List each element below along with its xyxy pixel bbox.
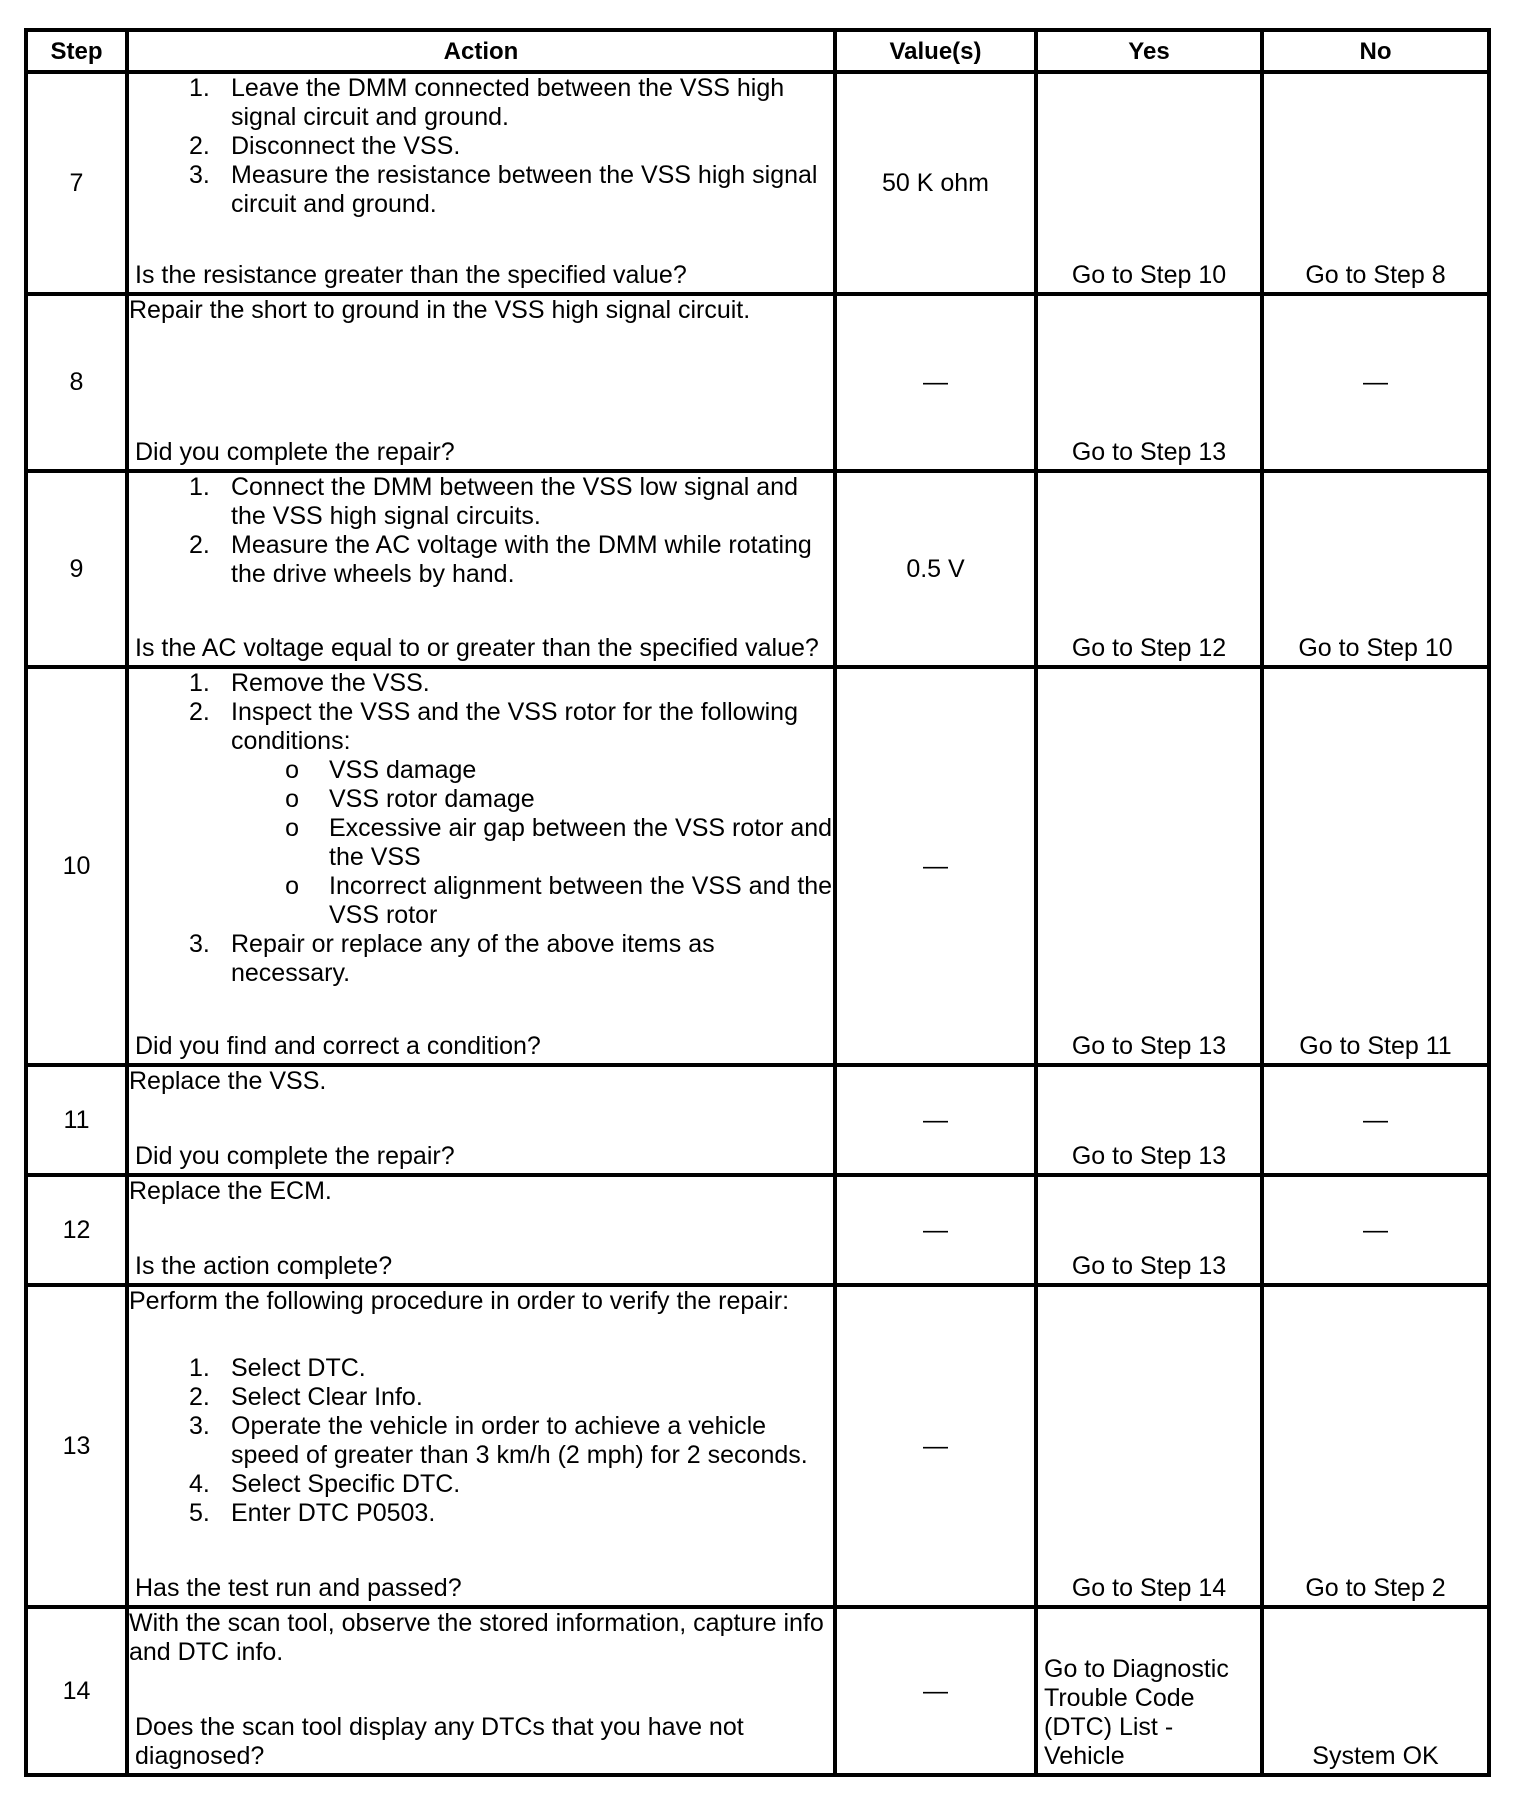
step-number: 8 xyxy=(26,294,127,471)
action-cell xyxy=(127,1285,835,1607)
header-action: Action xyxy=(127,30,835,72)
step-number: 10 xyxy=(26,667,127,1065)
no-cell: Go to Step 2 xyxy=(1262,1285,1489,1607)
action-question: Did you find and correct a condition? xyxy=(135,1032,541,1060)
value-cell: 50 K ohm xyxy=(835,72,1036,294)
action-cell xyxy=(127,471,835,667)
yes-cell: Go to Step 13 xyxy=(1036,294,1262,471)
action-cell xyxy=(127,1065,835,1175)
action-cell xyxy=(127,1175,835,1285)
step-number: 9 xyxy=(26,471,127,667)
action-text: Replace the VSS. xyxy=(129,1067,327,1095)
step-number: 7 xyxy=(26,72,127,294)
action-steps xyxy=(129,74,833,219)
table-row xyxy=(26,1607,1489,1775)
table-row xyxy=(26,1285,1489,1607)
header-yes: Yes xyxy=(1036,30,1262,72)
no-cell: — xyxy=(1262,294,1489,471)
action-question: Did you complete the repair? xyxy=(135,438,455,466)
action-text: Repair the short to ground in the VSS high signal circuit. xyxy=(129,296,751,324)
table-row xyxy=(26,667,1489,1065)
value-cell: — xyxy=(835,294,1036,471)
no-cell: Go to Step 11 xyxy=(1262,667,1489,1065)
yes-cell: Go to Step 13 xyxy=(1036,1065,1262,1175)
list-item: 2. Select Clear Info. xyxy=(189,1383,423,1411)
no-cell: Go to Step 8 xyxy=(1262,72,1489,294)
list-item: 1. Remove the VSS. xyxy=(189,669,430,697)
action-question: Is the action complete? xyxy=(135,1252,393,1280)
list-item: 3. Measure the resistance between the VSS high signal circuit and ground. xyxy=(189,161,818,218)
action-steps xyxy=(129,1354,833,1528)
step-number: 13 xyxy=(26,1285,127,1607)
action-question: Does the scan tool display any DTCs that you have not diagnosed? xyxy=(135,1713,744,1770)
action-question: Is the resistance greater than the specified value? xyxy=(135,261,687,289)
header-step: Step xyxy=(26,30,127,72)
yes-cell: Go to Step 14 xyxy=(1036,1285,1262,1607)
list-item: 3. Operate the vehicle in order to achieve a vehicle speed of greater than 3 km/h (2 mph) for 2 seconds. xyxy=(189,1412,808,1469)
header-values: Value(s) xyxy=(835,30,1036,72)
sub-list-item: o Excessive air gap between the VSS rotor and the VSS xyxy=(285,814,833,871)
sub-list-item: o VSS damage xyxy=(285,756,477,784)
value-cell: — xyxy=(835,1065,1036,1175)
step-number: 12 xyxy=(26,1175,127,1285)
step-number: 11 xyxy=(26,1065,127,1175)
condition-list xyxy=(231,756,833,930)
value-cell: — xyxy=(835,1607,1036,1775)
header-row xyxy=(26,30,1489,72)
action-question: Did you complete the repair? xyxy=(135,1142,455,1170)
list-item: 2. Disconnect the VSS. xyxy=(189,132,461,160)
action-text: Perform the following procedure in order to verify the repair: xyxy=(129,1287,790,1315)
action-cell xyxy=(127,294,835,471)
value-cell: 0.5 V xyxy=(835,471,1036,667)
header-no: No xyxy=(1262,30,1489,72)
yes-cell: Go to Step 13 xyxy=(1036,667,1262,1065)
table-row xyxy=(26,294,1489,471)
diagnostic-table xyxy=(24,28,1491,1777)
list-item: 1. Leave the DMM connected between the VSS high signal circuit and ground. xyxy=(189,74,785,131)
list-item: 4. Select Specific DTC. xyxy=(189,1470,461,1498)
action-steps xyxy=(129,473,833,589)
no-cell: — xyxy=(1262,1175,1489,1285)
table-row xyxy=(26,72,1489,294)
yes-cell: Go to Diagnostic Trouble Code (DTC) List - Vehicle xyxy=(1036,1607,1262,1775)
yes-cell: Go to Step 12 xyxy=(1036,471,1262,667)
action-cell xyxy=(127,72,835,294)
value-cell: — xyxy=(835,667,1036,1065)
action-cell xyxy=(127,667,835,1065)
action-steps xyxy=(129,669,833,988)
table-row xyxy=(26,1175,1489,1285)
list-item: 3. Repair or replace any of the above items as necessary. xyxy=(189,930,715,987)
action-text: With the scan tool, observe the stored information, capture info and DTC info. xyxy=(129,1609,824,1666)
no-cell: Go to Step 10 xyxy=(1262,471,1489,667)
list-item: 1. Select DTC. xyxy=(189,1354,366,1382)
step-number: 14 xyxy=(26,1607,127,1775)
no-cell: System OK xyxy=(1262,1607,1489,1775)
table-row xyxy=(26,1065,1489,1175)
yes-cell: Go to Step 13 xyxy=(1036,1175,1262,1285)
action-question: Is the AC voltage equal to or greater than the specified value? xyxy=(135,634,819,662)
value-cell: — xyxy=(835,1285,1036,1607)
action-cell xyxy=(127,1607,835,1775)
value-cell: — xyxy=(835,1175,1036,1285)
sub-list-item: o VSS rotor damage xyxy=(285,785,535,813)
table-row xyxy=(26,471,1489,667)
action-question: Has the test run and passed? xyxy=(135,1574,462,1602)
list-item: 2. Inspect the VSS and the VSS rotor for the following conditions: o VSS damage o VSS rotor damage o Excessive air gap between the VSS rotor and the VSS o Incorrect alignment between the VSS and the VSS rotor xyxy=(189,698,833,929)
yes-cell: Go to Step 10 xyxy=(1036,72,1262,294)
list-item: 2. Measure the AC voltage with the DMM while rotating the drive wheels by hand. xyxy=(189,531,812,588)
list-item: 5. Enter DTC P0503. xyxy=(189,1499,436,1527)
action-text: Replace the ECM. xyxy=(129,1177,332,1205)
list-item: 1. Connect the DMM between the VSS low signal and the VSS high signal circuits. xyxy=(189,473,798,530)
no-cell: — xyxy=(1262,1065,1489,1175)
sub-list-item: o Incorrect alignment between the VSS and the VSS rotor xyxy=(285,872,833,929)
